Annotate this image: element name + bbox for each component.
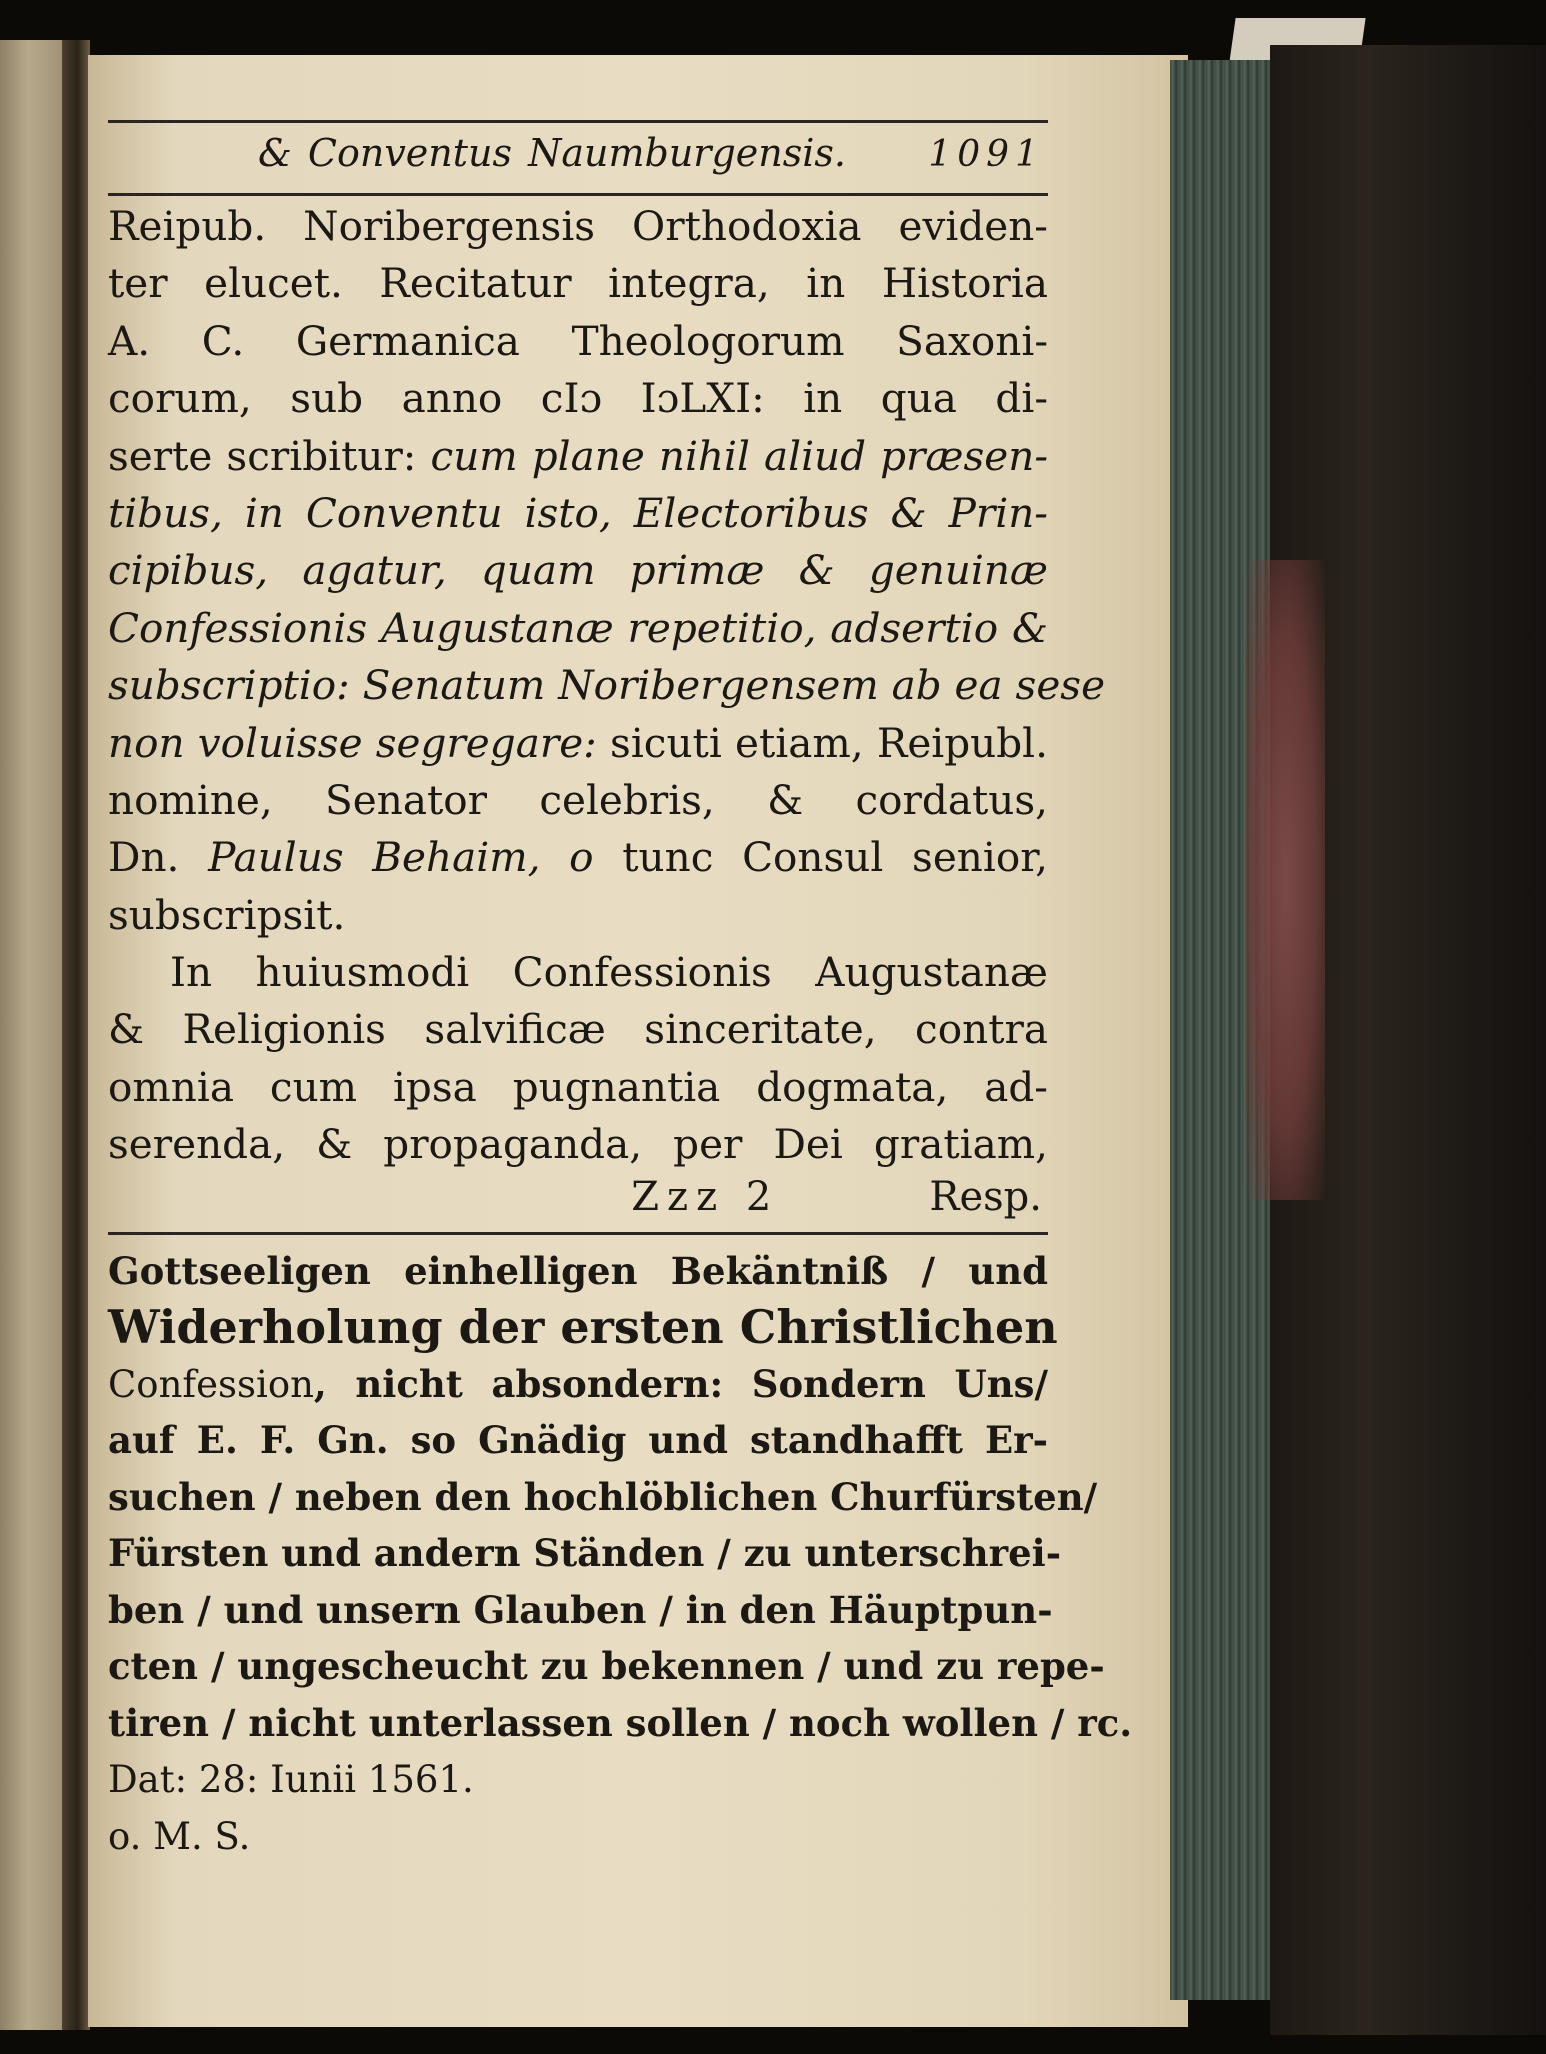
signature-mark: Zzz 2 <box>631 1173 780 1220</box>
footnote-segment: Fürsten und andern Ständen / zu unterschrei- <box>108 1531 1062 1576</box>
footnote-line <box>108 1356 1048 1413</box>
footnote-line <box>108 1638 1105 1695</box>
header-rule-bottom <box>108 193 1048 196</box>
text-line <box>108 772 1048 829</box>
text-segment: Paulus Behaim, o <box>208 833 594 882</box>
footnote-sign: o. M. S. <box>108 1815 251 1859</box>
footnote-segment: Widerholung der ersten Christlichen <box>108 1300 1058 1355</box>
footnote-segment: tiren / nicht unterlassen sollen / noch wollen / rc. <box>108 1700 1133 1745</box>
text-line <box>108 255 1048 312</box>
text-segment: Reipub. Noribergensis Orthodoxia eviden- <box>108 202 1048 250</box>
bookmark-stain <box>1245 560 1325 1200</box>
text-segment: nomine, Senator celebris, & cordatus, <box>108 775 1048 824</box>
text-segment: non voluisse segregare: <box>108 718 611 767</box>
text-line <box>108 600 1048 657</box>
text-line <box>108 657 1106 714</box>
text-segment: Dn. <box>108 833 209 882</box>
facing-page-edge <box>0 40 70 2030</box>
footnote-segment: Gottseeligen einhelligen Bekäntniß / und <box>108 1248 1048 1293</box>
footnote-segment: Confession <box>108 1362 314 1406</box>
text-segment: sicuti etiam, Reipubl. <box>610 718 1049 767</box>
text-segment: Confessionis Augustanæ repetitio, adsertio & <box>108 603 1048 652</box>
footnote-date: Dat: 28: Iunii 1561. <box>108 1758 474 1802</box>
footnote-line <box>108 1695 1133 1752</box>
text-segment: cipibus, agatur, quam primæ & genuinæ <box>108 546 1048 595</box>
text-segment: ter elucet. Recitatur integra, in Historia <box>108 259 1048 308</box>
footnote-segment: , nicht absondern: Sondern Uns/ <box>313 1361 1048 1406</box>
running-title: & Conventus Naumburgensis. <box>258 131 846 175</box>
text-line <box>108 485 1048 542</box>
text-line <box>108 542 1048 599</box>
book-gutter <box>62 40 90 2030</box>
text-line <box>108 1001 1048 1058</box>
text-line <box>108 715 1048 772</box>
text-line <box>108 887 1048 944</box>
page-number: 1091 <box>928 134 1044 175</box>
page-content <box>108 120 1133 1865</box>
footnote-segment: ben / und unsern Glauben / in den Häuptpun- <box>108 1587 1053 1632</box>
text-line <box>108 428 1048 485</box>
text-segment: subscriptio: Senatum Noribergensem ab ea sese <box>108 661 1106 710</box>
footnote-line <box>108 1243 1048 1300</box>
text-segment: tibus, in Conventu isto, Electoribus & Prin- <box>108 488 1048 537</box>
footnote-segment: cten / ungescheucht zu bekennen / und zu repe- <box>108 1644 1105 1689</box>
text-segment: serte scribitur: <box>108 431 431 480</box>
text-line <box>108 944 1048 1001</box>
footnote-line <box>108 1299 1058 1356</box>
footnote-segment: suchen / neben den hochlöblichen Churfürsten/ <box>108 1474 1098 1519</box>
catchword: Resp. <box>929 1173 1042 1220</box>
text-segment: omnia cum ipsa pugnantia dogmata, ad- <box>108 1062 1048 1111</box>
footnote-line <box>108 1469 1098 1526</box>
text-line <box>108 1059 1048 1116</box>
text-segment: corum, sub anno cIɔ IɔLXI: in qua di- <box>108 374 1048 423</box>
text-line <box>108 198 1048 255</box>
text-line <box>108 829 1048 886</box>
text-line <box>108 370 1048 427</box>
footnote <box>108 1243 1133 1752</box>
main-text <box>108 198 1106 1174</box>
text-line <box>108 313 1048 370</box>
text-segment: subscripsit. <box>108 890 346 939</box>
footnote-line <box>108 1582 1053 1639</box>
text-segment: In huiusmodi Confessionis Augustanæ <box>170 948 1048 997</box>
text-segment: & Religionis salvificæ sinceritate, contra <box>108 1005 1048 1054</box>
catchline <box>108 1174 1048 1232</box>
footnote-segment: auf E. F. Gn. so Gnädig und standhafft Er- <box>108 1418 1048 1463</box>
text-line <box>108 1116 1048 1173</box>
text-segment: cum plane nihil aliud præsen- <box>430 431 1048 480</box>
running-header <box>108 123 1048 193</box>
text-segment: A. C. Germanica Theologorum Saxoni- <box>108 316 1048 365</box>
footnote-rule <box>108 1232 1048 1235</box>
text-segment: serenda, & propaganda, per Dei gratiam, <box>108 1120 1048 1169</box>
text-segment: tunc Consul senior, <box>593 833 1048 882</box>
footnote-line <box>108 1412 1048 1469</box>
footnote-line <box>108 1525 1062 1582</box>
